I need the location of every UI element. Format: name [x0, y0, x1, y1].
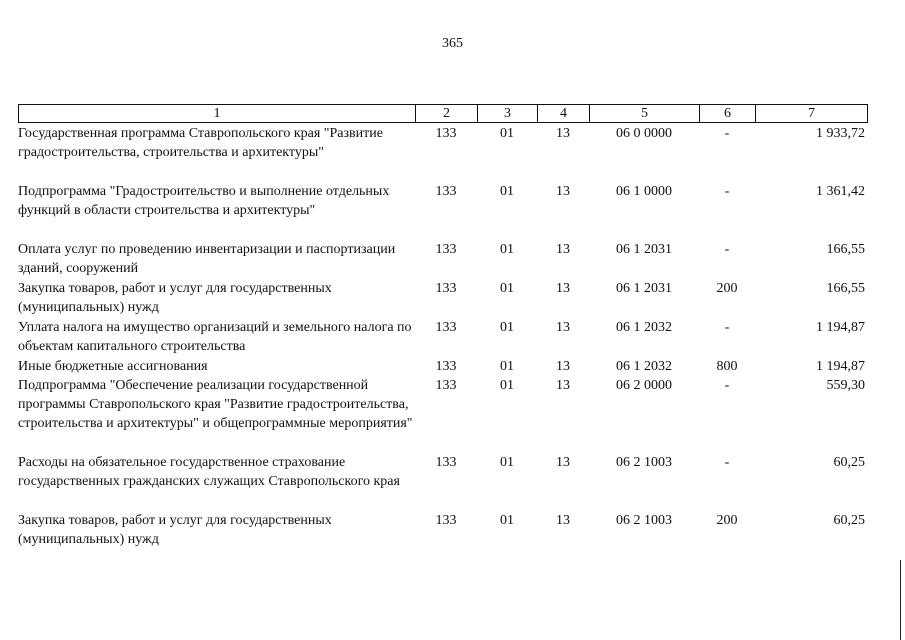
row-col-6: 800 — [716, 359, 738, 374]
header-col-5: 5 — [590, 105, 700, 123]
row-col-5: 06 2 1003 — [616, 513, 672, 528]
row-col-6: - — [724, 378, 730, 393]
row-name: Закупка товаров, работ и услуг для государственных (муниципальных) нужд — [18, 513, 332, 547]
table-body — [18, 124, 868, 550]
row-col-7: 166,55 — [826, 242, 865, 257]
row-col-7: 559,30 — [826, 378, 865, 393]
header-col-6: 6 — [700, 105, 756, 123]
row-col-3: 01 — [500, 126, 514, 141]
header-col-3: 3 — [478, 105, 538, 123]
row-name: Подпрограмма "Обеспечение реализации государственной программы Ставропольского края "Развитие градостроительства, строительства и архитектуры" и общепрограммные мероприятия" — [18, 378, 413, 431]
row-name: Подпрограмма "Градостроительство и выполнение отдельных функций в области строительства и архитектуры" — [18, 184, 390, 218]
row-col-6: - — [724, 126, 730, 141]
row-col-6: - — [724, 242, 730, 257]
table-row — [18, 511, 868, 550]
row-col-5: 06 1 2031 — [616, 281, 672, 296]
table-row — [18, 279, 868, 318]
row-col-3: 01 — [500, 359, 514, 374]
row-col-6: - — [724, 184, 730, 199]
row-name: Закупка товаров, работ и услуг для государственных (муниципальных) нужд — [18, 281, 332, 315]
row-col-7: 1 933,72 — [816, 126, 865, 141]
row-name: Иные бюджетные ассигнования — [18, 359, 208, 374]
row-col-2: 133 — [435, 513, 457, 528]
header-col-4: 4 — [538, 105, 590, 123]
row-col-5: 06 2 1003 — [616, 455, 672, 470]
row-col-2: 133 — [435, 126, 457, 141]
row-col-2: 133 — [435, 455, 457, 470]
row-col-3: 01 — [500, 320, 514, 335]
row-col-2: 133 — [435, 378, 457, 393]
row-col-4: 13 — [556, 513, 570, 528]
page-number: 365 — [442, 36, 463, 51]
scan-edge-line — [900, 560, 901, 640]
header-col-2: 2 — [416, 105, 478, 123]
row-col-5: 06 1 0000 — [616, 184, 672, 199]
row-col-4: 13 — [556, 378, 570, 393]
header-row — [19, 105, 868, 123]
row-name: Расходы на обязательное государственное страхование государственных гражданских служащих Ставропольского края — [18, 455, 400, 489]
row-col-7: 166,55 — [826, 281, 865, 296]
row-name: Уплата налога на имущество организаций и земельного налога по объектам капитального строительства — [18, 320, 412, 354]
header-col-1: 1 — [19, 105, 416, 123]
row-col-2: 133 — [435, 242, 457, 257]
row-col-4: 13 — [556, 126, 570, 141]
row-col-3: 01 — [500, 455, 514, 470]
row-col-4: 13 — [556, 320, 570, 335]
row-col-7: 60,25 — [833, 455, 865, 470]
row-col-4: 13 — [556, 184, 570, 199]
row-col-3: 01 — [500, 242, 514, 257]
row-col-3: 01 — [500, 378, 514, 393]
row-col-3: 01 — [500, 184, 514, 199]
row-col-4: 13 — [556, 281, 570, 296]
row-col-2: 133 — [435, 359, 457, 374]
row-col-6: 200 — [716, 281, 738, 296]
row-col-3: 01 — [500, 513, 514, 528]
row-col-5: 06 2 0000 — [616, 378, 672, 393]
row-col-6: 200 — [716, 513, 738, 528]
row-col-7: 60,25 — [833, 513, 865, 528]
table-row — [18, 357, 868, 376]
table-row — [18, 453, 868, 511]
row-col-7: 1 194,87 — [816, 359, 865, 374]
row-col-5: 06 1 2031 — [616, 242, 672, 257]
row-name: Оплата услуг по проведению инвентаризации и паспортизации зданий, сооружений — [18, 242, 396, 276]
row-col-5: 06 1 2032 — [616, 359, 672, 374]
row-col-2: 133 — [435, 281, 457, 296]
row-col-5: 06 1 2032 — [616, 320, 672, 335]
row-col-7: 1 361,42 — [816, 184, 865, 199]
table-row — [18, 376, 868, 453]
column-header-table — [18, 104, 868, 123]
row-name: Государственная программа Ставропольского края "Развитие градостроительства, строительства и архитектуры" — [18, 126, 383, 160]
header-col-7: 7 — [756, 105, 868, 123]
table-row — [18, 240, 868, 279]
row-col-6: - — [724, 320, 730, 335]
row-col-2: 133 — [435, 320, 457, 335]
row-col-7: 1 194,87 — [816, 320, 865, 335]
row-col-4: 13 — [556, 359, 570, 374]
row-col-2: 133 — [435, 184, 457, 199]
table-row — [18, 318, 868, 357]
row-col-4: 13 — [556, 455, 570, 470]
row-col-3: 01 — [500, 281, 514, 296]
table-row — [18, 124, 868, 182]
table-row — [18, 182, 868, 240]
row-col-5: 06 0 0000 — [616, 126, 672, 141]
row-col-4: 13 — [556, 242, 570, 257]
row-col-6: - — [724, 455, 730, 470]
